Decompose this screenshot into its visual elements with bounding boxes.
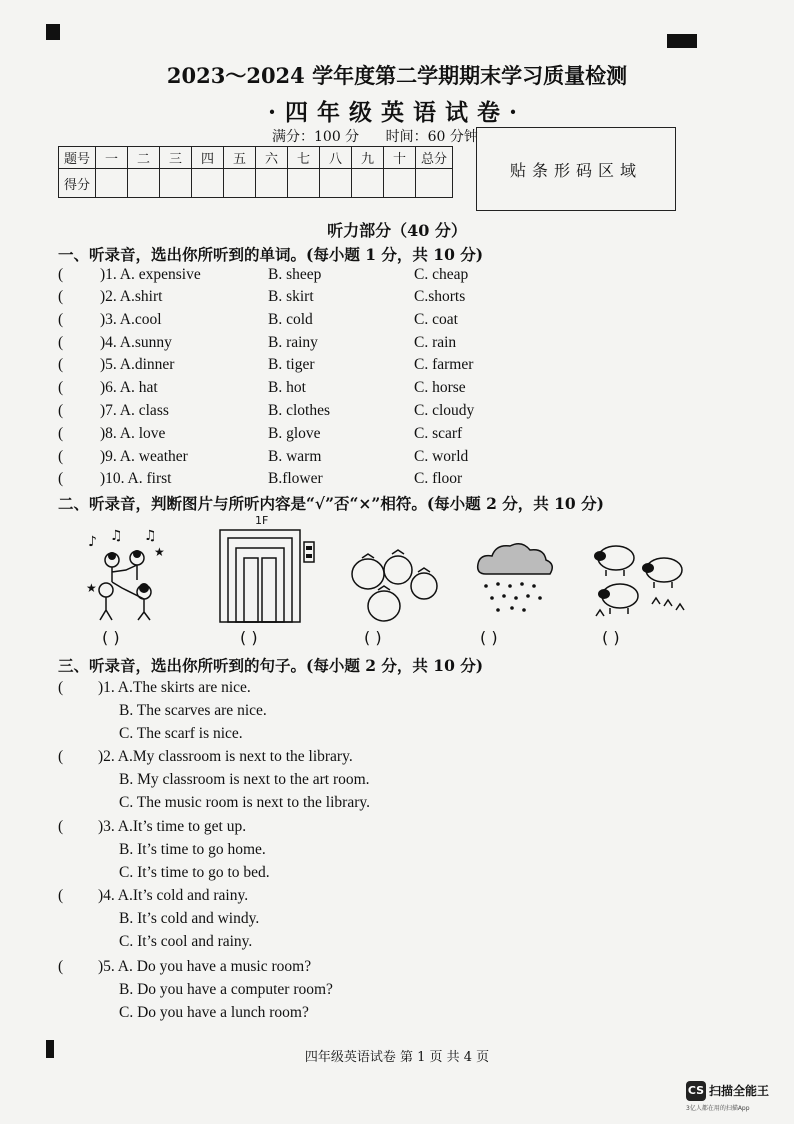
option-a: )5. A.dinner (100, 356, 175, 373)
score-blank[interactable] (160, 169, 192, 198)
part1-question (58, 266, 758, 288)
option-c: C.shorts (414, 288, 466, 305)
option-b: B. glove (268, 425, 321, 442)
option-c: C. The scarf is nice. (119, 725, 243, 742)
answer-paren[interactable]: ( (58, 818, 64, 835)
part2-answer-paren[interactable]: ( ) (480, 628, 498, 647)
answer-paren[interactable]: ( (58, 402, 64, 419)
option-a: )3. A.It’s time to get up. (98, 818, 247, 835)
answer-paren[interactable]: ( (58, 887, 64, 904)
registration-mark-top-left (46, 24, 60, 40)
score-table-header-row (59, 147, 453, 169)
svg-text:♫: ♫ (144, 528, 157, 544)
option-b: B. It’s time to go home. (119, 841, 266, 858)
option-a: )5. A. Do you have a music room? (98, 958, 312, 975)
elevator-floor-label: 1F (255, 514, 269, 527)
barcode-area: 贴条形码区域 (476, 127, 676, 211)
score-cell: 十 (384, 147, 416, 169)
score-blank[interactable] (416, 169, 453, 198)
option-a: )10. A. first (100, 470, 172, 487)
score-cell: 九 (352, 147, 384, 169)
exam-meta (272, 126, 500, 146)
svg-text:★: ★ (86, 581, 97, 595)
part2-answer-paren[interactable]: ( ) (364, 628, 382, 647)
part2-answer-paren[interactable]: ( ) (102, 628, 120, 647)
option-a: )2. A.shirt (100, 288, 163, 305)
score-blank[interactable] (256, 169, 288, 198)
exam-subtitle: ·四年级英语试卷· (267, 99, 526, 126)
option-a: )9. A. weather (100, 448, 188, 465)
answer-paren[interactable]: ( (58, 425, 64, 442)
part3-heading: 三、听录音，选出你所听到的句子。(每小题 2 分，共 10 分) (58, 656, 484, 675)
score-blank[interactable] (352, 169, 384, 198)
option-c: C. coat (414, 311, 458, 328)
option-c: C. world (414, 448, 469, 465)
answer-paren[interactable]: ( (58, 470, 64, 487)
part1-question (58, 356, 758, 378)
score-table (58, 146, 453, 198)
option-a: )4. A.sunny (100, 334, 172, 351)
option-a: )1. A.The skirts are nice. (98, 679, 251, 696)
svg-text:♪: ♪ (88, 534, 97, 550)
part1-question (58, 470, 758, 492)
option-a: )7. A. class (100, 402, 169, 419)
score-cell: 四 (192, 147, 224, 169)
answer-paren[interactable]: ( (58, 379, 64, 396)
option-c: C. It’s time to go to bed. (119, 864, 270, 881)
part1-question (58, 448, 758, 470)
cs-logo-icon: CS (686, 1081, 706, 1101)
score-cell: 一 (96, 147, 128, 169)
answer-paren[interactable]: ( (58, 448, 64, 465)
logo-name: 扫描全能王 (709, 1084, 770, 1098)
score-cell: 六 (256, 147, 288, 169)
option-b: B. My classroom is next to the art room. (119, 771, 370, 788)
score-table-score-row (59, 169, 453, 198)
answer-paren[interactable]: ( (58, 356, 64, 373)
option-b: B.flower (268, 470, 323, 487)
score-cell: 五 (224, 147, 256, 169)
part1-question (58, 425, 758, 447)
elevator-door-picture (218, 528, 322, 624)
part2-heading: 二、听录音，判断图片与所听内容是“√”否“×”相符。(每小题 2 分，共 10 分) (58, 494, 604, 513)
exam-time: 时间：60 分钟 (385, 129, 478, 145)
option-b: B. warm (268, 448, 322, 465)
score-cell: 二 (128, 147, 160, 169)
option-c: C. It’s cool and rainy. (119, 933, 253, 950)
option-a: )3. A.cool (100, 311, 162, 328)
score-blank[interactable] (224, 169, 256, 198)
answer-paren[interactable]: ( (58, 266, 64, 283)
option-c: C. horse (414, 379, 466, 396)
option-c: C. scarf (414, 425, 463, 442)
score-blank[interactable] (288, 169, 320, 198)
rain-cloud-picture (472, 540, 556, 616)
part2-answer-paren[interactable]: ( ) (240, 628, 258, 647)
svg-text:♫: ♫ (110, 528, 123, 544)
option-b: B. cold (268, 311, 313, 328)
children-dancing-picture (82, 524, 172, 624)
option-c: C. cheap (414, 266, 469, 283)
option-b: B. Do you have a computer room? (119, 981, 333, 998)
logo-tagline: 3亿人都在用的扫描App (686, 1104, 750, 1112)
score-blank[interactable] (96, 169, 128, 198)
score-blank[interactable] (128, 169, 160, 198)
option-b: B. It’s cold and windy. (119, 910, 260, 927)
part1-question (58, 334, 758, 356)
option-b: B. rainy (268, 334, 318, 351)
option-b: B. clothes (268, 402, 330, 419)
part1-question (58, 379, 758, 401)
part2-answer-paren[interactable]: ( ) (602, 628, 620, 647)
option-b: B. The scarves are nice. (119, 702, 267, 719)
option-a: )2. A.My classroom is next to the library. (98, 748, 353, 765)
sheep-picture (592, 540, 690, 622)
scanner-app-logo (686, 1080, 786, 1112)
score-row-label: 得分 (59, 169, 96, 198)
option-a: )8. A. love (100, 425, 166, 442)
option-b: B. skirt (268, 288, 314, 305)
option-c: C. Do you have a lunch room? (119, 1004, 309, 1021)
option-c: C. cloudy (414, 402, 475, 419)
answer-paren[interactable]: ( (58, 748, 64, 765)
option-c: C. The music room is next to the library. (119, 794, 370, 811)
answer-paren[interactable]: ( (58, 334, 64, 351)
part1-question (58, 402, 758, 424)
option-b: B. hot (268, 379, 306, 396)
registration-mark-top-right (667, 34, 697, 48)
page-footer: 四年级英语试卷 第 1 页 共 4 页 (304, 1050, 490, 1065)
score-cell: 八 (320, 147, 352, 169)
answer-paren[interactable]: ( (58, 958, 64, 975)
score-cell: 三 (160, 147, 192, 169)
option-c: C. farmer (414, 356, 474, 373)
svg-text:★: ★ (154, 545, 165, 559)
answer-paren[interactable]: ( (58, 679, 64, 696)
option-a: )6. A. hat (100, 379, 158, 396)
score-blank[interactable] (192, 169, 224, 198)
option-b: B. sheep (268, 266, 322, 283)
score-cell: 七 (288, 147, 320, 169)
option-b: B. tiger (268, 356, 315, 373)
score-blank[interactable] (384, 169, 416, 198)
tomatoes-picture (350, 548, 440, 624)
part1-question (58, 311, 758, 333)
part1-question (58, 288, 758, 310)
full-score: 满分：100 分 (272, 129, 360, 145)
answer-paren[interactable]: ( (58, 288, 64, 305)
exam-title: 2023～2024 学年度第二学期期末学习质量检测 (166, 63, 628, 88)
listening-section-title: 听力部分（40 分） (327, 221, 467, 240)
option-c: C. floor (414, 470, 463, 487)
option-c: C. rain (414, 334, 457, 351)
part1-heading: 一、听录音，选出你所听到的单词。(每小题 1 分，共 10 分) (58, 245, 484, 264)
score-blank[interactable] (320, 169, 352, 198)
option-a: )1. A. expensive (100, 266, 201, 283)
answer-paren[interactable]: ( (58, 311, 64, 328)
option-a: )4. A.It’s cold and rainy. (98, 887, 249, 904)
score-cell: 题号 (59, 147, 96, 169)
score-cell: 总分 (416, 147, 453, 169)
